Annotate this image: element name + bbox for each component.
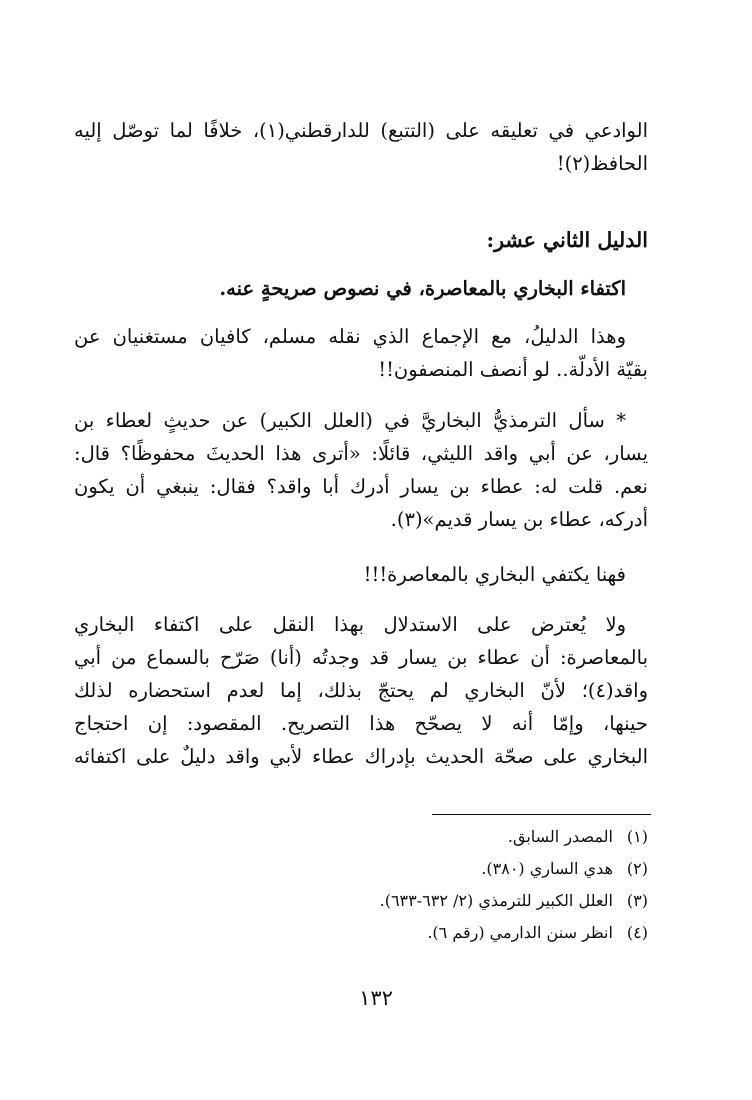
footnote-text: انظر سنن الدارمي (رقم ٦). [427, 923, 613, 942]
footnote-number: (٣) [626, 891, 648, 910]
footnote-text: العلل الكبير للترمذي (٢/ ٦٣٢-٦٣٣). [379, 891, 613, 910]
text-line: بالمعاصرة: أن عطاء بن يسار قد وجدتُه (أنا) صَرّح بالسماع من أبي [74, 646, 648, 669]
section-heading [74, 224, 648, 257]
paragraph-5 [74, 608, 648, 773]
footnote-number: (٢) [626, 859, 648, 878]
text-line: الحافظ(٢)! [556, 152, 648, 175]
text-line: البخاري على صحّة الحديث بإدراك عطاء لأبي واقد دليلٌ على اكتفائه [74, 745, 648, 768]
footnote-text: هدي الساري (٣٨٠). [481, 859, 613, 878]
text-line: بقيّة الأدلّة.. لو أنصف المنصفون!! [378, 358, 648, 381]
text-line: فهنا يكتفي البخاري بالمعاصرة!!! [363, 563, 626, 586]
section-subheading [74, 272, 648, 305]
footnote-text: المصدر السابق. [507, 827, 613, 846]
paragraph-4 [74, 558, 648, 591]
text-line: * سأل الترمذيُّ البخاريَّ في (العلل الكبير) عن حديثٍ لعطاء بن [74, 409, 626, 432]
text-line: أدركه، عطاء بن يسار قديم»(٣). [390, 508, 648, 531]
footnote-number: (١) [626, 827, 648, 846]
page-number: ١٣٢ [359, 986, 393, 1010]
paragraph-3 [74, 404, 648, 536]
text-line: نعم. قلت له: عطاء بن يسار أدرك أبا واقد؟ فقال: ينبغي أن يكون [74, 475, 648, 498]
footnote-3 [228, 886, 648, 916]
paragraph-1 [74, 114, 648, 180]
text-line: يسار، عن أبي واقد الليثي، قائلًا: «أترى هذا الحديثَ محفوظًا؟ قال: [74, 442, 648, 465]
text-line: الوادعي في تعليقه على (التتبع) للدارقطني(١)، خلافًا لما توصّل إليه [74, 119, 648, 142]
subheading-text: اكتفاء البخاري بالمعاصرة، في نصوص صريحةٍ عنه. [219, 277, 626, 300]
text-line: وهذا الدليلُ، مع الإجماع الذي نقله مسلم، كافيان مستغنيان عن [74, 325, 626, 348]
footnote-1 [228, 822, 648, 852]
text-line: حينها، وإمّا أنه لا يصحّح هذا التصريح. المقصود: إن احتجاج [74, 712, 648, 735]
footnote-4 [228, 918, 648, 948]
text-line: واقد(٤)؛ لأنّ البخاري لم يحتجّ بذلك، إما لعدم استحضاره لذلك [74, 679, 648, 702]
heading-text: الدليل الثاني عشر: [486, 228, 648, 252]
footnote-number: (٤) [626, 923, 648, 942]
paragraph-2 [74, 320, 648, 386]
footnote-separator [432, 814, 651, 815]
text-line: ولا يُعترض على الاستدلال بهذا النقل على اكتفاء البخاري [74, 613, 626, 636]
footnote-2 [228, 854, 648, 884]
